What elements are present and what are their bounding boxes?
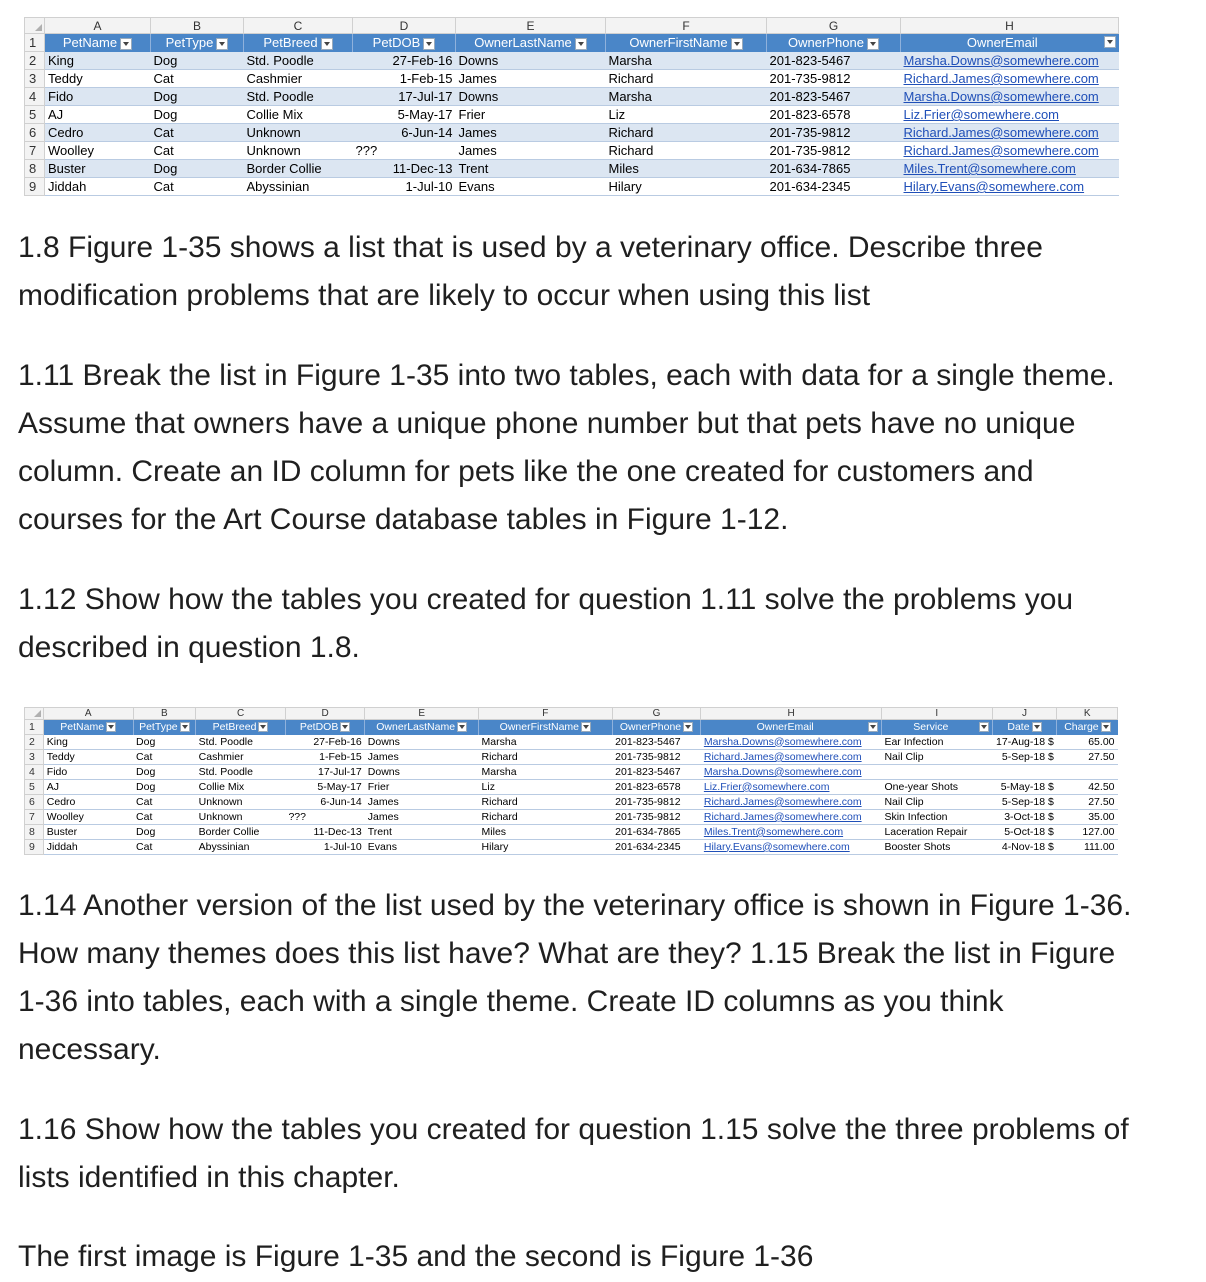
cell-petbreed[interactable]: Unknown [244,142,353,160]
cell-service[interactable]: Nail Clip [881,795,992,810]
cell-owneremail[interactable]: Marsha.Downs@somewhere.com [901,88,1119,106]
table-row [25,765,1118,780]
header-ownerlastname: OwnerLastName [365,720,479,735]
cell-petbreed[interactable]: Std. Poodle [196,735,286,750]
column-letter[interactable]: D [285,708,364,720]
cell-charge[interactable]: 111.00 [1057,840,1118,855]
cell-petbreed[interactable]: Abyssinian [196,840,286,855]
filter-dropdown-icon[interactable] [867,38,879,50]
cell-date[interactable] [992,765,1057,780]
filter-dropdown-icon[interactable] [731,38,743,50]
header-ownerfirstname: OwnerFirstName [479,720,613,735]
filter-dropdown-icon[interactable] [868,722,878,732]
row-number[interactable]: 7 [25,142,45,160]
cell-ownerfirstname[interactable]: Richard [479,810,613,825]
column-letter[interactable]: F [606,18,767,34]
cell-owneremail[interactable]: Hilary.Evans@somewhere.com [901,178,1119,196]
cell-petname[interactable]: King [45,52,151,70]
row-number[interactable]: 2 [25,735,44,750]
column-letter[interactable]: I [881,708,992,720]
cell-owneremail[interactable]: Liz.Frier@somewhere.com [901,106,1119,124]
column-letter[interactable]: J [992,708,1057,720]
table-row [25,735,1118,750]
cell-date[interactable]: 5-Sep-18 $ [992,750,1057,765]
cell-ownerlastname[interactable]: Downs [456,88,606,106]
header-owneremail: OwnerEmail [701,720,882,735]
column-letter[interactable]: E [365,708,479,720]
cell-petdob[interactable]: 11-Dec-13 [353,160,456,178]
cell-owneremail[interactable]: Hilary.Evans@somewhere.com [701,840,882,855]
header-pettype: PetType [151,34,244,52]
cell-ownerphone[interactable]: 201-735-9812 [767,70,901,88]
header-petbreed: PetBreed [244,34,353,52]
cell-petdob[interactable]: 27-Feb-16 [353,52,456,70]
cell-ownerlastname[interactable]: James [365,795,479,810]
cell-ownerphone[interactable]: 201-634-2345 [612,840,701,855]
cell-ownerphone[interactable]: 201-823-6578 [612,780,701,795]
filter-dropdown-icon[interactable] [106,722,116,732]
header-ownerphone: OwnerPhone [612,720,701,735]
cell-charge[interactable]: 42.50 [1057,780,1118,795]
cell-petname[interactable]: King [43,735,133,750]
filter-dropdown-icon[interactable] [979,722,989,732]
cell-petdob[interactable]: 5-May-17 [353,106,456,124]
cell-owneremail[interactable]: Richard.James@somewhere.com [701,795,882,810]
select-all-corner[interactable] [25,18,45,34]
header-petname: PetName [45,34,151,52]
filter-dropdown-icon[interactable] [581,722,591,732]
cell-owneremail[interactable]: Richard.James@somewhere.com [901,124,1119,142]
header-petdob: PetDOB [285,720,364,735]
cell-petbreed[interactable]: Unknown [196,795,286,810]
filter-dropdown-icon[interactable] [423,38,435,50]
row-number[interactable]: 3 [25,70,45,88]
cell-date[interactable]: 17-Aug-18 $ [992,735,1057,750]
cell-ownerlastname[interactable]: James [456,142,606,160]
table-row [25,780,1118,795]
cell-charge[interactable] [1057,765,1118,780]
cell-ownerfirstname[interactable]: Richard [479,750,613,765]
cell-ownerlastname[interactable]: Downs [365,735,479,750]
cell-pettype[interactable]: Cat [151,70,244,88]
cell-pettype[interactable]: Dog [151,52,244,70]
row-number[interactable]: 1 [25,34,45,52]
cell-owneremail[interactable]: Richard.James@somewhere.com [701,750,882,765]
table-row [25,124,1119,142]
column-letter[interactable]: A [43,708,133,720]
header-petdob: PetDOB [353,34,456,52]
cell-ownerfirstname[interactable]: Richard [606,70,767,88]
cell-ownerphone[interactable]: 201-634-2345 [767,178,901,196]
cell-owneremail[interactable]: Liz.Frier@somewhere.com [701,780,882,795]
column-letter[interactable]: B [133,708,196,720]
header-petname: PetName [43,720,133,735]
cell-date[interactable]: 5-May-18 $ [992,780,1057,795]
cell-date[interactable]: 5-Oct-18 $ [992,825,1057,840]
column-letter[interactable]: G [612,708,701,720]
cell-petname[interactable]: Woolley [43,810,133,825]
row-number[interactable]: 8 [25,825,44,840]
cell-ownerphone[interactable]: 201-735-9812 [612,750,701,765]
cell-ownerphone[interactable]: 201-634-7865 [767,160,901,178]
column-letter[interactable]: A [45,18,151,34]
row-number[interactable]: 9 [25,840,44,855]
cell-ownerlastname[interactable]: Downs [456,52,606,70]
column-letter[interactable]: B [151,18,244,34]
header-ownerphone: OwnerPhone [767,34,901,52]
cell-ownerfirstname[interactable]: Hilary [606,178,767,196]
cell-owneremail[interactable]: Marsha.Downs@somewhere.com [701,735,882,750]
cell-service[interactable]: Skin Infection [881,810,992,825]
cell-owneremail[interactable]: Marsha.Downs@somewhere.com [701,765,882,780]
column-letter[interactable]: H [701,708,882,720]
cell-ownerfirstname[interactable]: Marsha [479,765,613,780]
table-row [25,825,1118,840]
table-row [25,840,1118,855]
cell-ownerphone[interactable]: 201-823-5467 [767,52,901,70]
header-date: Date [992,720,1057,735]
cell-petname[interactable]: AJ [43,780,133,795]
cell-pettype[interactable]: Dog [133,765,196,780]
cell-petname[interactable]: Jiddah [43,840,133,855]
cell-petname[interactable]: Jiddah [45,178,151,196]
cell-petdob[interactable]: 6-Jun-14 [285,795,364,810]
table-row [25,106,1119,124]
cell-petbreed[interactable]: Unknown [244,124,353,142]
filter-dropdown-icon[interactable] [258,722,268,732]
cell-ownerphone[interactable]: 201-823-5467 [612,765,701,780]
column-letter[interactable]: G [767,18,901,34]
column-letter[interactable]: F [479,708,613,720]
cell-petdob[interactable]: 1-Feb-15 [353,70,456,88]
cell-petbreed[interactable]: Std. Poodle [244,52,353,70]
table-row [25,810,1118,825]
column-letter[interactable]: D [353,18,456,34]
filter-dropdown-icon[interactable] [321,38,333,50]
cell-pettype[interactable]: Cat [133,795,196,810]
cell-petdob[interactable]: ??? [353,142,456,160]
cell-pettype[interactable]: Cat [133,750,196,765]
cell-charge[interactable]: 27.50 [1057,750,1118,765]
cell-petbreed[interactable]: Border Collie [196,825,286,840]
cell-petbreed[interactable]: Std. Poodle [244,88,353,106]
cell-petname[interactable]: Fido [43,765,133,780]
question-1-11: 1.11 Break the list in Figure 1-35 into two tables, each with data for a single theme. Assume that owners have a unique phone number but that pets have no unique column. Create an ID column for pets like the one created for customers and courses for the Art Course database tables in Figure 1-12. [18,359,1115,536]
cell-charge[interactable]: 65.00 [1057,735,1118,750]
cell-owneremail[interactable]: Miles.Trent@somewhere.com [901,160,1119,178]
table-row [25,52,1119,70]
figure-1-35-spreadsheet [24,17,1119,196]
cell-ownerphone[interactable]: 201-823-5467 [767,88,901,106]
figure-note: The first image is Figure 1-35 and the second is Figure 1-36 [18,1240,814,1273]
column-letter[interactable]: H [901,18,1119,34]
question-1-12: 1.12 Show how the tables you created for question 1.11 solve the problems you described in question 1.8. [18,583,1074,664]
column-letter-row [25,18,1119,34]
cell-pettype[interactable]: Cat [133,810,196,825]
column-letter-row [25,708,1118,720]
question-1-16: 1.16 Show how the tables you created for question 1.15 solve the three problems of lists identified in this chapter. [18,1113,1129,1194]
cell-petdob[interactable]: 11-Dec-13 [285,825,364,840]
row-number[interactable]: 4 [25,88,45,106]
cell-service[interactable] [881,765,992,780]
cell-ownerphone[interactable]: 201-634-7865 [612,825,701,840]
cell-petname[interactable]: Fido [45,88,151,106]
cell-petdob[interactable]: 6-Jun-14 [353,124,456,142]
cell-ownerphone[interactable]: 201-735-9812 [767,142,901,160]
cell-pettype[interactable]: Cat [151,142,244,160]
cell-date[interactable]: 5-Sep-18 $ [992,795,1057,810]
cell-owneremail[interactable]: Miles.Trent@somewhere.com [701,825,882,840]
cell-charge[interactable]: 127.00 [1057,825,1118,840]
cell-ownerphone[interactable]: 201-735-9812 [612,810,701,825]
filter-dropdown-icon[interactable] [1032,722,1042,732]
table-row [25,88,1119,106]
header-row [25,720,1118,735]
question-1-14: 1.14 Another version of the list used by the veterinary office is shown in Figure 1-36. How many themes does this list have? What are they? 1.15 Break the list in Figure 1-36 into tables, each with a single theme. Create ID columns as you think necessary. [18,889,1132,1066]
cell-owneremail[interactable]: Richard.James@somewhere.com [901,142,1119,160]
cell-petdob[interactable]: 1-Jul-10 [285,840,364,855]
header-pettype: PetType [133,720,196,735]
filter-dropdown-icon[interactable] [575,38,587,50]
row-number[interactable]: 5 [25,780,44,795]
row-number[interactable]: 8 [25,160,45,178]
row-number[interactable]: 2 [25,52,45,70]
cell-service[interactable]: Booster Shots [881,840,992,855]
cell-ownerfirstname[interactable]: Richard [479,795,613,810]
cell-ownerfirstname[interactable]: Miles [479,825,613,840]
cell-petdob[interactable]: 1-Jul-10 [353,178,456,196]
cell-petname[interactable]: Cedro [45,124,151,142]
cell-date[interactable]: 4-Nov-18 $ [992,840,1057,855]
cell-service[interactable]: One-year Shots [881,780,992,795]
filter-dropdown-icon[interactable] [120,38,132,50]
cell-ownerfirstname[interactable]: Miles [606,160,767,178]
cell-ownerfirstname[interactable]: Marsha [479,735,613,750]
cell-pettype[interactable]: Dog [133,735,196,750]
cell-ownerlastname[interactable]: Frier [456,106,606,124]
column-letter[interactable]: K [1057,708,1118,720]
cell-pettype[interactable]: Dog [151,88,244,106]
cell-owneremail[interactable]: Richard.James@somewhere.com [701,810,882,825]
cell-ownerlastname[interactable]: Trent [365,825,479,840]
table-row [25,142,1119,160]
cell-petbreed[interactable]: Border Collie [244,160,353,178]
cell-owneremail[interactable]: Marsha.Downs@somewhere.com [901,52,1119,70]
cell-petdob[interactable]: 17-Jul-17 [353,88,456,106]
cell-petdob[interactable]: 27-Feb-16 [285,735,364,750]
header-ownerlastname: OwnerLastName [456,34,606,52]
header-charge: Charge [1057,720,1118,735]
row-number[interactable]: 5 [25,106,45,124]
cell-petdob[interactable]: 5-May-17 [285,780,364,795]
column-letter[interactable]: C [196,708,286,720]
cell-ownerfirstname[interactable]: Hilary [479,840,613,855]
select-all-corner[interactable] [25,708,44,720]
cell-petname[interactable]: Teddy [45,70,151,88]
table-row [25,178,1119,196]
row-number[interactable]: 1 [25,720,44,735]
table-row [25,795,1118,810]
header-row [25,34,1119,52]
cell-ownerlastname[interactable]: Evans [365,840,479,855]
cell-ownerphone[interactable]: 201-735-9812 [767,124,901,142]
row-number[interactable]: 6 [25,124,45,142]
question-1-8: 1.8 Figure 1-35 shows a list that is used by a veterinary office. Describe three modification problems that are likely to occur when using this list [18,231,1043,312]
cell-petbreed[interactable]: Collie Mix [244,106,353,124]
cell-ownerfirstname[interactable]: Liz [606,106,767,124]
cell-ownerlastname[interactable]: James [456,70,606,88]
column-letter[interactable]: E [456,18,606,34]
cell-ownerphone[interactable]: 201-823-6578 [767,106,901,124]
cell-owneremail[interactable]: Richard.James@somewhere.com [901,70,1119,88]
cell-ownerphone[interactable]: 201-823-5467 [612,735,701,750]
cell-petdob[interactable]: ??? [285,810,364,825]
cell-date[interactable]: 3-Oct-18 $ [992,810,1057,825]
row-number[interactable]: 6 [25,795,44,810]
cell-charge[interactable]: 27.50 [1057,795,1118,810]
row-number[interactable]: 4 [25,765,44,780]
filter-dropdown-icon[interactable] [1104,36,1116,48]
filter-dropdown-icon[interactable] [216,38,228,50]
cell-petdob[interactable]: 1-Feb-15 [285,750,364,765]
cell-ownerlastname[interactable]: James [365,750,479,765]
cell-ownerfirstname[interactable]: Liz [479,780,613,795]
header-owneremail: OwnerEmail [901,34,1119,52]
header-ownerfirstname: OwnerFirstName [606,34,767,52]
cell-petbreed[interactable]: Collie Mix [196,780,286,795]
cell-ownerlastname[interactable]: Downs [365,765,479,780]
cell-ownerlastname[interactable]: James [456,124,606,142]
cell-petname[interactable]: Teddy [43,750,133,765]
cell-petname[interactable]: Cedro [43,795,133,810]
cell-petname[interactable]: Woolley [45,142,151,160]
cell-petname[interactable]: Buster [45,160,151,178]
cell-pettype[interactable]: Cat [151,178,244,196]
cell-ownerfirstname[interactable]: Marsha [606,52,767,70]
cell-ownerfirstname[interactable]: Richard [606,124,767,142]
cell-petbreed[interactable]: Cashmier [244,70,353,88]
table-row [25,70,1119,88]
filter-dropdown-icon[interactable] [180,722,190,732]
cell-petdob[interactable]: 17-Jul-17 [285,765,364,780]
cell-pettype[interactable]: Dog [151,160,244,178]
cell-petbreed[interactable]: Abyssinian [244,178,353,196]
cell-charge[interactable]: 35.00 [1057,810,1118,825]
cell-ownerlastname[interactable]: Frier [365,780,479,795]
cell-ownerlastname[interactable]: Trent [456,160,606,178]
column-letter[interactable]: C [244,18,353,34]
row-number[interactable]: 7 [25,810,44,825]
table-row [25,750,1118,765]
cell-pettype[interactable]: Dog [151,106,244,124]
cell-service[interactable]: Nail Clip [881,750,992,765]
cell-pettype[interactable]: Cat [151,124,244,142]
filter-dropdown-icon[interactable] [340,722,350,732]
figure-1-36-spreadsheet [24,707,1118,855]
cell-petname[interactable]: Buster [43,825,133,840]
table-row [25,160,1119,178]
cell-pettype[interactable]: Dog [133,780,196,795]
cell-petbreed[interactable]: Std. Poodle [196,765,286,780]
header-petbreed: PetBreed [196,720,286,735]
cell-service[interactable]: Ear Infection [881,735,992,750]
filter-dropdown-icon[interactable] [683,722,693,732]
cell-ownerfirstname[interactable]: Richard [606,142,767,160]
cell-service[interactable]: Laceration Repair [881,825,992,840]
cell-pettype[interactable]: Cat [133,840,196,855]
cell-ownerfirstname[interactable]: Marsha [606,88,767,106]
row-number[interactable]: 9 [25,178,45,196]
row-number[interactable]: 3 [25,750,44,765]
cell-petname[interactable]: AJ [45,106,151,124]
cell-petbreed[interactable]: Unknown [196,810,286,825]
header-service: Service [881,720,992,735]
cell-ownerphone[interactable]: 201-735-9812 [612,795,701,810]
cell-ownerlastname[interactable]: Evans [456,178,606,196]
filter-dropdown-icon[interactable] [457,722,467,732]
cell-petbreed[interactable]: Cashmier [196,750,286,765]
cell-ownerlastname[interactable]: James [365,810,479,825]
filter-dropdown-icon[interactable] [1101,722,1111,732]
cell-pettype[interactable]: Dog [133,825,196,840]
